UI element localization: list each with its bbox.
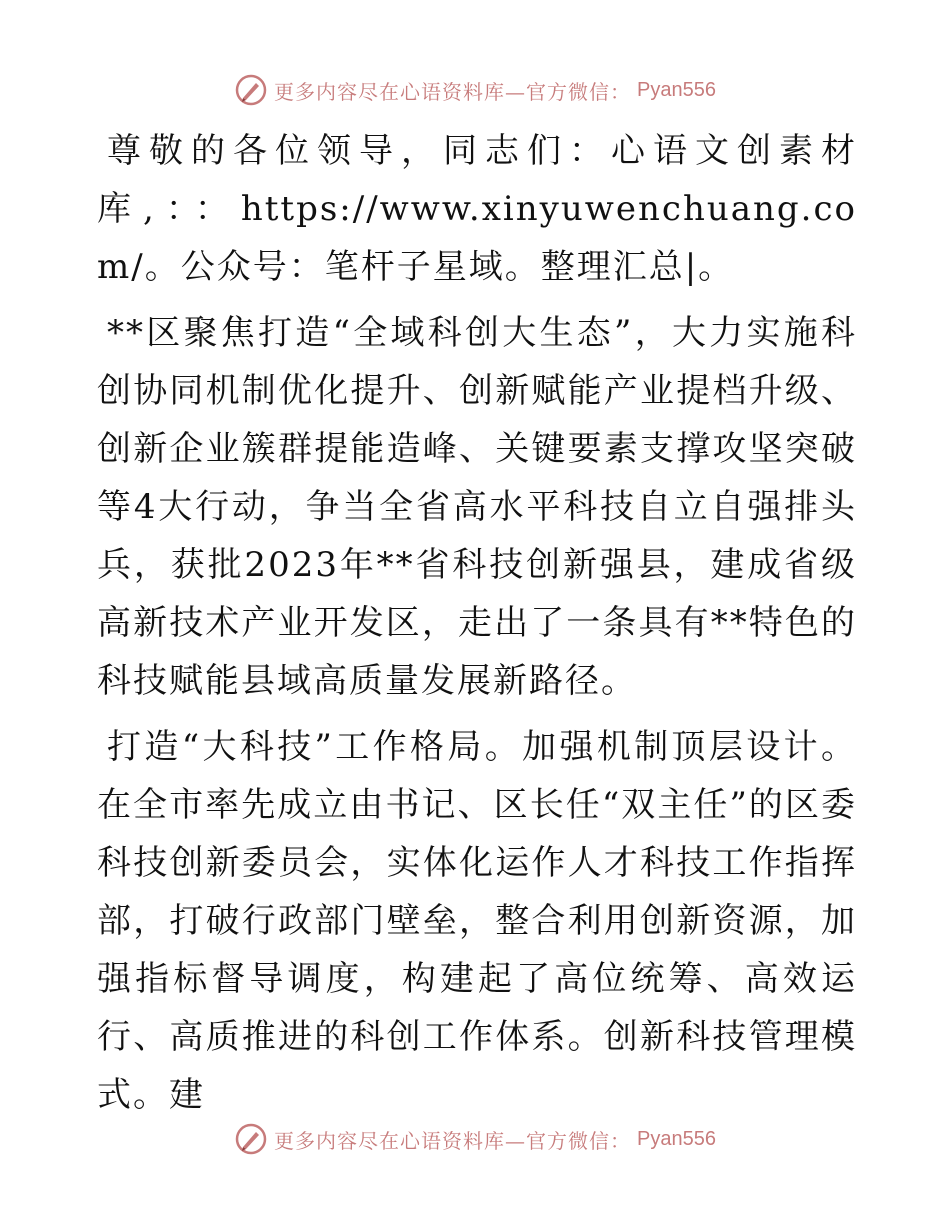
paragraph-overview: **区聚焦打造“全域科创大生态”，大力实施科创协同机制优化提升、创新赋能产业提档升级、创新企业簇群提能造峰、关键要素支撑攻坚突破等4大行动，争当全省高水平科技自立自强排头兵，获批2023年**省科技创新强县，建成省级高新技术产业开发区，走出了一条具有**特色的科技赋能县域高质量发展新路径。 — [97, 313, 857, 701]
header-watermark-banner — [0, 70, 950, 110]
footer-watermark-banner — [0, 1119, 950, 1159]
paragraph-work-pattern: 打造“大科技”工作格局。加强机制顶层设计。在全市率先成立由书记、区长任“双主任”的区委科技创新委员会，实体化运作人才科技工作指挥部，打破行政部门壁垒，整合利用创新资源，加强指标督导调度，构建起了高位统筹、高效运行、高质推进的科创工作体系。创新科技管理模式。建 — [97, 727, 857, 1115]
banner-wechat-handle: Pyan556 — [637, 1127, 716, 1150]
paragraph-greeting: 尊敬的各位领导，同志们：心语文创素材库,：：https://www.xinyuwenchuang.com/。公众号：笔杆子星域。整理汇总|。 — [97, 131, 857, 287]
banner-text: 更多内容尽在心语资料库—官方微信： — [274, 79, 632, 104]
banner-text: 更多内容尽在心语资料库—官方微信： — [274, 1128, 632, 1153]
document-body — [97, 122, 857, 1132]
pen-logo-icon — [234, 1122, 268, 1156]
pen-logo-icon — [234, 73, 268, 107]
banner-wechat-handle: Pyan556 — [637, 78, 716, 101]
